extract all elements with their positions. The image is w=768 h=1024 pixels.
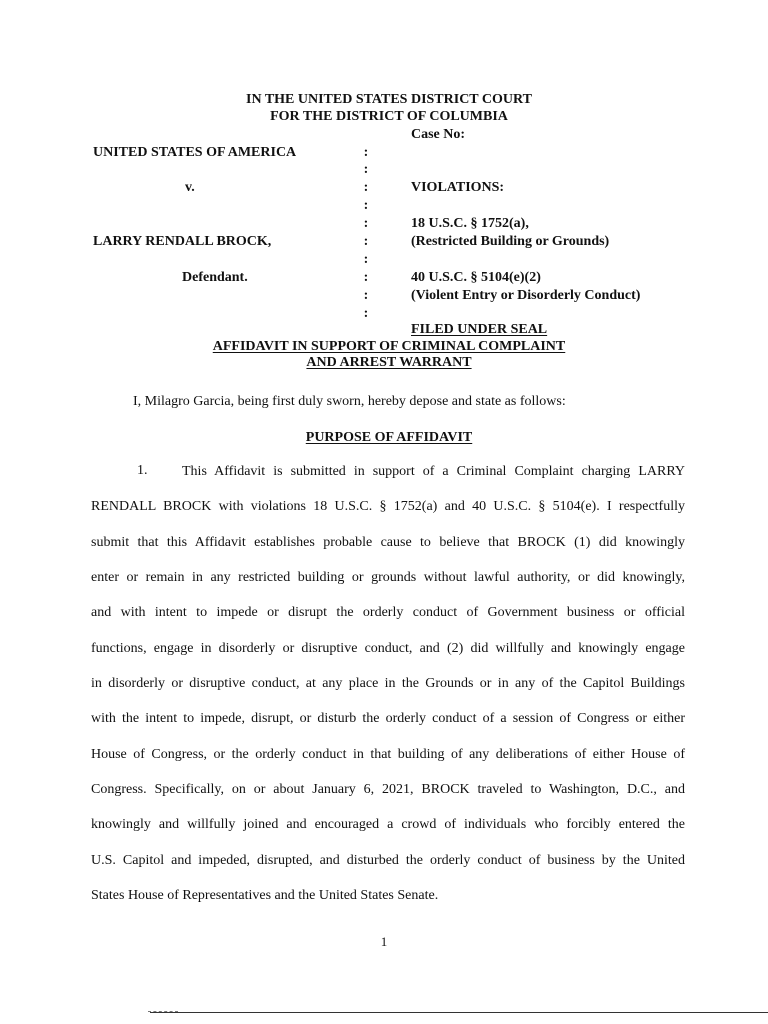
defendant-name: LARRY RENDALL BROCK, <box>93 234 272 249</box>
paragraph-line: States House of Representatives and the United States Senate. <box>91 888 439 903</box>
paragraph-line: submit that this Affidavit establishes probable cause to believe that BROCK (1) did knowingly <box>91 535 685 550</box>
defendant-label: Defendant. <box>182 270 248 285</box>
affidavit-title-line-1: AFFIDAVIT IN SUPPORT OF CRIMINAL COMPLAINT <box>212 339 566 354</box>
caption-colon: : <box>363 252 369 267</box>
paragraph-line: U.S. Capitol and impeded, disrupted, and disturbed the orderly conduct of business by the United <box>91 853 685 868</box>
case-number-label: Case No: <box>411 127 466 142</box>
affidavit-title-line-2: AND ARREST WARRANT <box>306 355 472 370</box>
caption-colon: : <box>363 180 369 195</box>
paragraph-line: with the intent to impede, disrupt, or disturb the orderly conduct of a session of Congress or either <box>91 711 685 726</box>
paragraph-line: in disorderly or disruptive conduct, at any place in the Grounds or in any of the Capitol Buildings <box>91 676 685 691</box>
page-number: 1 <box>380 934 388 949</box>
paragraph-line: enter or remain in any restricted building or grounds without lawful authority, or did knowingly, <box>91 570 685 585</box>
caption-colon: : <box>363 234 369 249</box>
violation-2-code: 40 U.S.C. § 5104(e)(2) <box>411 270 541 285</box>
paragraph-line: knowingly and willfully joined and encouraged a crowd of individuals who forcibly entered the <box>91 817 685 832</box>
versus-label: v. <box>185 180 195 195</box>
paragraph-line: functions, engage in disorderly or disruptive conduct, and (2) did willfully and knowingly engage <box>91 641 685 656</box>
violation-2-description: (Violent Entry or Disorderly Conduct) <box>411 288 641 303</box>
caption-colon: : <box>363 270 369 285</box>
paragraph-line: and with intent to impede or disrupt the orderly conduct of Government business or official <box>91 605 685 620</box>
plaintiff-name: UNITED STATES OF AMERICA <box>93 145 297 160</box>
violation-1-code: 18 U.S.C. § 1752(a), <box>411 216 529 231</box>
caption-colon: : <box>363 288 369 303</box>
caption-colon: : <box>363 145 369 160</box>
caption-colon: : <box>363 162 369 177</box>
violation-1-description: (Restricted Building or Grounds) <box>411 234 610 249</box>
section-heading: PURPOSE OF AFFIDAVIT <box>305 430 473 445</box>
footer-rule <box>150 1012 768 1013</box>
paragraph-line: House of Congress, or the orderly conduct in that building of any deliberations of either House of <box>91 747 685 762</box>
paragraph-number: 1. <box>137 463 148 478</box>
caption-colon: : <box>363 306 369 321</box>
sealed-notice: FILED UNDER SEAL <box>411 322 548 337</box>
paragraph-line: RENDALL BROCK with violations 18 U.S.C. § 1752(a) and 40 U.S.C. § 5104(e). I respectfully <box>91 499 685 514</box>
paragraph-line: This Affidavit is submitted in support of a Criminal Complaint charging LARRY <box>182 464 685 479</box>
caption-colon: : <box>363 216 369 231</box>
court-heading-line-2: FOR THE DISTRICT OF COLUMBIA <box>270 109 508 124</box>
court-heading <box>0 91 768 125</box>
affidavit-title <box>0 339 768 371</box>
court-heading-line-1: IN THE UNITED STATES DISTRICT COURT <box>246 92 532 107</box>
intro-statement: I, Milagro Garcia, being first duly sworn, hereby depose and state as follows: <box>133 394 566 409</box>
violations-label: VIOLATIONS: <box>411 180 505 195</box>
paragraph-line: Congress. Specifically, on or about January 6, 2021, BROCK traveled to Washington, D.C., and <box>91 782 685 797</box>
caption-colon: : <box>363 198 369 213</box>
